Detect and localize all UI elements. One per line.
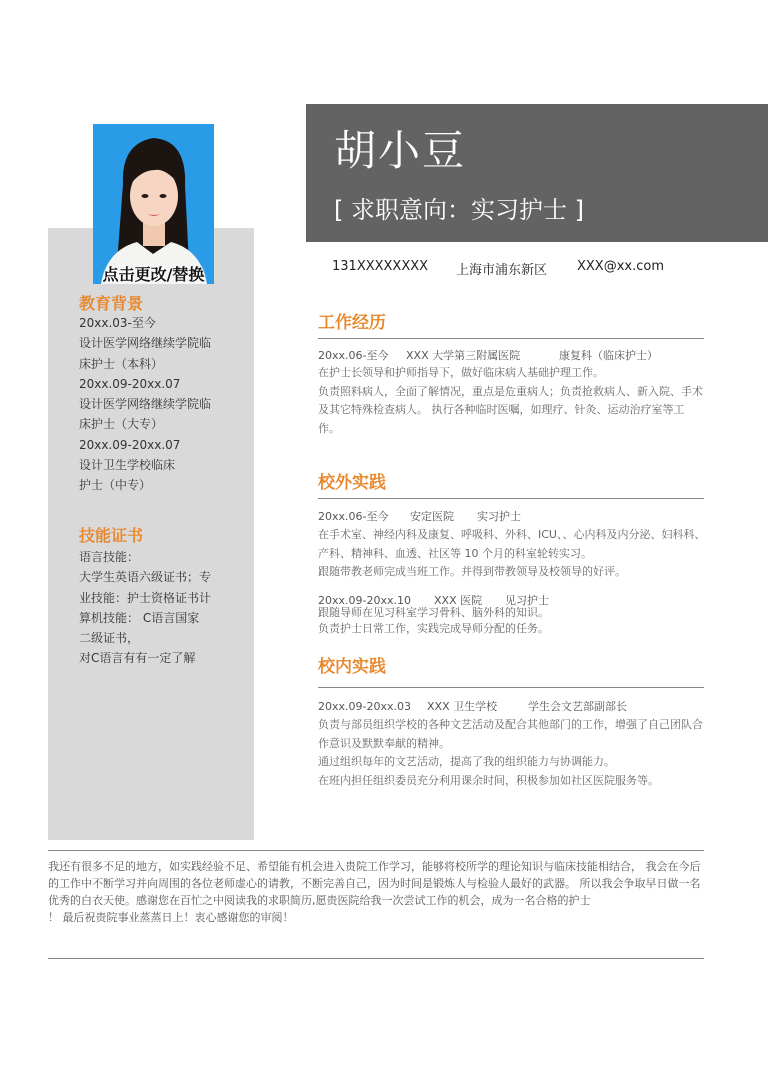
skills-line: 大学生英语六级证书；专 [79, 570, 212, 585]
external-section-title: 校外实践 [318, 473, 386, 493]
external-entry-line: 跟随导师在见习科室学习骨科、脑外科的知识。 [318, 606, 549, 619]
external-entry-org: XXX 医院 [434, 594, 483, 607]
work-entry-header [318, 347, 658, 363]
contact-address: 上海市浦东新区 [456, 263, 548, 278]
skills-line: 算机技能： C语言国家 [79, 610, 200, 625]
job-intent: [ 求职意向：实习护士 ] [334, 196, 584, 224]
external-entry-date: 20xx.09-20xx.10 [318, 594, 411, 607]
internal-section-divider [318, 687, 704, 688]
internal-entry-header [318, 698, 627, 714]
external-entry-header [318, 508, 521, 524]
education-line: 床护士（大专） [79, 417, 164, 432]
profile-photo[interactable] [93, 124, 214, 284]
closing-divider-bottom [48, 958, 704, 959]
skills-line: 二级证书， [79, 631, 140, 646]
internal-entry-date: 20xx.09-20xx.03 [318, 700, 411, 713]
external-entry-body [318, 605, 706, 637]
portrait-image [93, 124, 214, 284]
external-entry-line: 跟随带教老师完成当班工作。并得到带教领导及校领导的好评。 [318, 565, 626, 578]
internal-entry-org: XXX 卫生学校 [427, 700, 498, 713]
education-line: 设计医学网络继续学院临 [79, 336, 212, 351]
internal-section-title: 校内实践 [318, 657, 386, 677]
internal-entry-body [318, 716, 706, 790]
skills-line: 对C语言有有一定了解 [79, 651, 196, 666]
external-entry-date: 20xx.06-至今 [318, 510, 389, 523]
external-entry-role: 实习护士 [477, 510, 521, 523]
closing-statement [48, 858, 706, 926]
contact-email: XXX@xx.com [577, 259, 665, 274]
work-section-divider [318, 338, 704, 339]
education-line: 20xx.09-20xx.07 [79, 376, 181, 391]
external-entry-role: 见习护士 [505, 594, 549, 607]
contact-phone: 131XXXXXXXX [332, 259, 429, 274]
education-line: 设计医学网络继续学院临 [79, 397, 212, 412]
work-entry-org: XXX 大学第三附属医院 [406, 349, 521, 362]
work-entry-body [318, 364, 706, 438]
external-entry-line: 在手术室、神经内科及康复、呼吸科、外科、ICU、、心内科及内分泌、妇科科、产科、精神科、血透、社区等 10 个月的科室轮转实习。 [318, 528, 706, 560]
work-entry-line: 在护士长领导和护师指导下，做好临床病人基础护理工作。 [318, 366, 604, 379]
external-entry-line: 负责护士日常工作，实践完成导师分配的任务。 [318, 622, 549, 635]
external-entry-body [318, 526, 706, 582]
skills-line: 业技能：护士资格证书计 [79, 590, 212, 605]
skills-section [79, 547, 249, 669]
closing-paragraph: 我还有很多不足的地方，如实践经验不足、希望能有机会进入贵院工作学习，能够将校所学的理论知识与临床技能相结合， 我会在今后的工作中不断学习并向周围的各位老师虚心的请教，不断完善自己，因为时间是锻炼人与检验人最好的武器。 所以我会争取早日做一名优秀的白衣天使。感谢您在百忙之中阅读我的求职简历,愿贵医院给我一次尝试工作的机会，成为一名合格的护士 [48, 860, 701, 907]
internal-entry-role: 学生会文艺部副部长 [528, 700, 627, 713]
work-section-title: 工作经历 [318, 313, 386, 333]
photo-replace-caption[interactable]: 点击更改/替换 [102, 265, 205, 284]
education-line: 护士（中专） [79, 478, 152, 493]
work-entry-date: 20xx.06-至今 [318, 349, 389, 362]
internal-entry-line: 在班内担任组织委员充分利用课余时间，积极参加如社区医院服务等。 [318, 773, 659, 787]
education-line: 20xx.03-至今 [79, 316, 156, 330]
education-line: 设计卫生学校临床 [79, 458, 176, 473]
skills-line: 语言技能： [79, 550, 140, 564]
work-entry-line: 负责照料病人，全面了解情况，重点是危重病人；负责抢救病人、新入院、手术及其它特殊检查病人。 执行各种临时医嘱，如理疗、针灸、运动治疗室等工作。 [318, 384, 703, 435]
work-entry-role: 康复科（临床护士） [559, 349, 658, 362]
education-line: 20xx.09-20xx.07 [79, 437, 181, 452]
internal-entry-line: 通过组织每年的文艺活动，提高了我的组织能力与协调能力。 [318, 755, 615, 768]
education-line: 床护士（本科） [79, 356, 164, 371]
education-section [79, 315, 249, 496]
external-section-divider [318, 498, 704, 499]
internal-entry-line: 负责与部员组织学校的各种文艺活动及配合其他部门的工作，增强了自己团队合作意识及默默奉献的精神。 [318, 718, 703, 750]
closing-final-line: ！ 最后祝贵院事业蒸蒸日上！衷心感谢您的审阅！ [48, 911, 294, 924]
external-entry-org: 安定医院 [410, 510, 454, 523]
candidate-name: 胡小豆 [334, 126, 467, 175]
closing-divider-top [48, 850, 704, 851]
